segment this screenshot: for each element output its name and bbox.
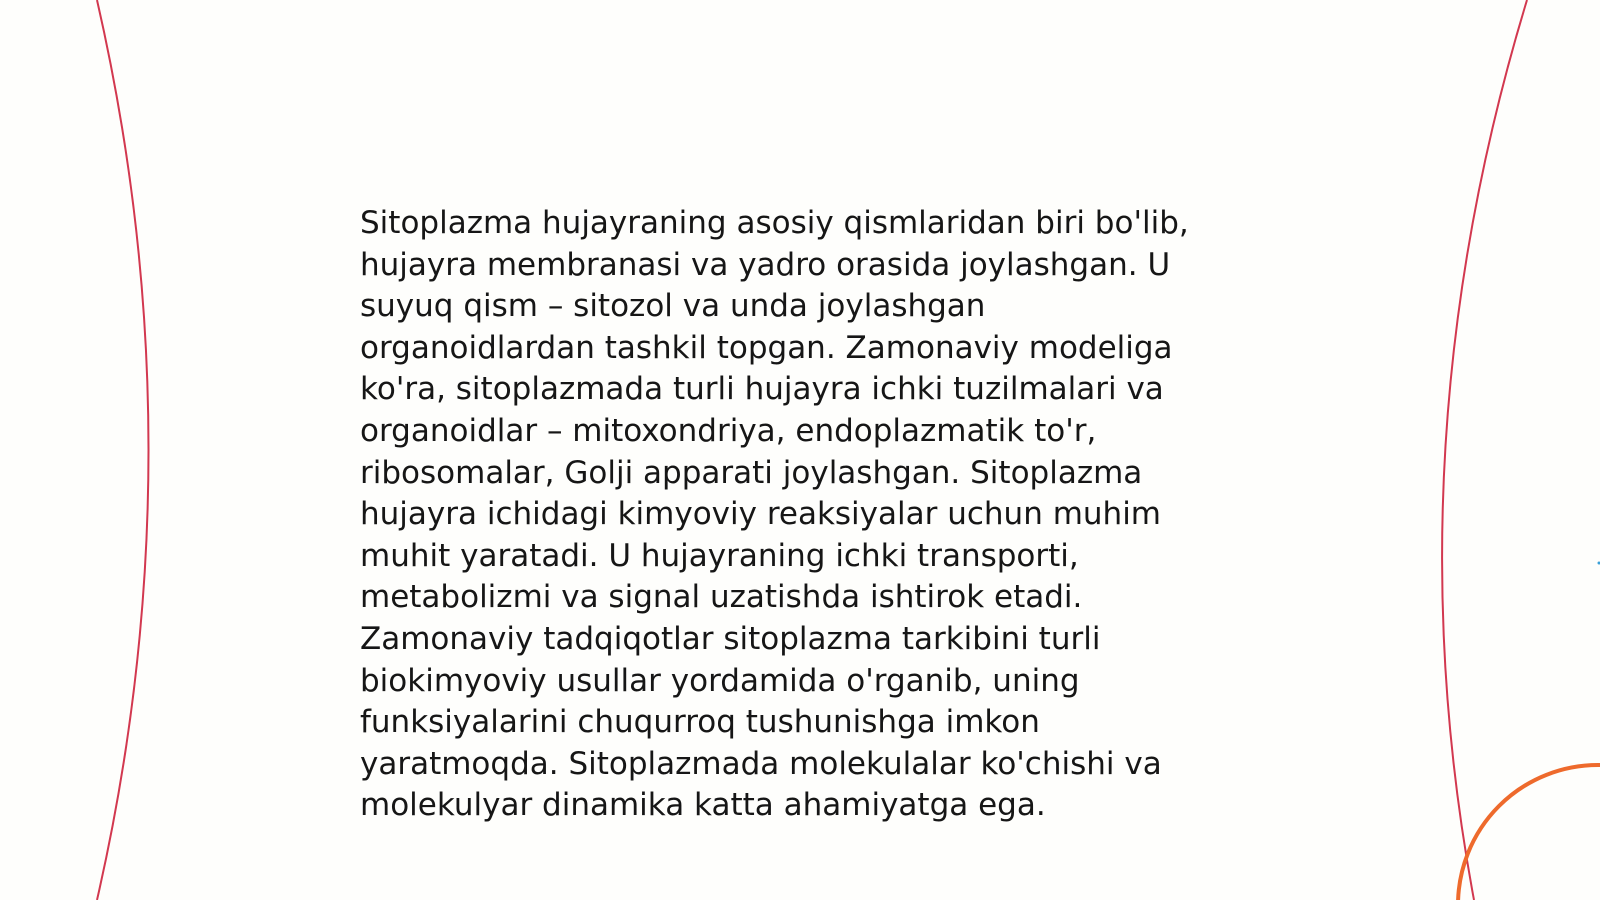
text-line-5: ko'ra, sitoplazmada turli hujayra ichki tuzilmalari va <box>360 371 1164 408</box>
text-line-8: hujayra ichidagi kimyoviy reaksiyalar uchun muhim <box>360 496 1162 533</box>
right-curve-line <box>1442 0 1527 900</box>
text-line-14: yaratmoqda. Sitoplazmada molekulalar ko'chishi va <box>360 745 1162 782</box>
left-curve-line <box>97 0 149 900</box>
text-line-11: Zamonaviy tadqiqotlar sitoplazma tarkibini turli <box>360 620 1101 657</box>
text-line-9: muhit yaratadi. U hujayraning ichki transporti, <box>360 537 1079 574</box>
text-line-15: molekulyar dinamika katta ahamiyatga ega. <box>360 787 1046 824</box>
text-line-4: organoidlardan tashkil topgan. Zamonaviy modeliga <box>360 329 1173 366</box>
text-line-3: suyuq qism – sitozol va unda joylashgan <box>360 288 986 325</box>
text-line-2: hujayra membranasi va yadro orasida joylashgan. U <box>360 246 1171 283</box>
text-line-13: funksiyalarini chuqurroq tushunishga imkon <box>360 704 1040 741</box>
text-line-7: ribosomalar, Golji apparati joylashgan. Sitoplazma <box>360 454 1143 491</box>
text-line-6: organoidlar – mitoxondriya, endoplazmatik to'r, <box>360 412 1097 449</box>
text-line-1: Sitoplazma hujayraning asosiy qismlaridan biri bo'lib, <box>360 205 1189 241</box>
text-line-12: biokimyoviy usullar yordamida o'rganib, uning <box>360 662 1080 699</box>
orange-accent-arc <box>1458 765 1600 900</box>
body-text <box>360 203 1260 827</box>
text-line-10: metabolizmi va signal uzatishda ishtirok etadi. <box>360 579 1083 616</box>
